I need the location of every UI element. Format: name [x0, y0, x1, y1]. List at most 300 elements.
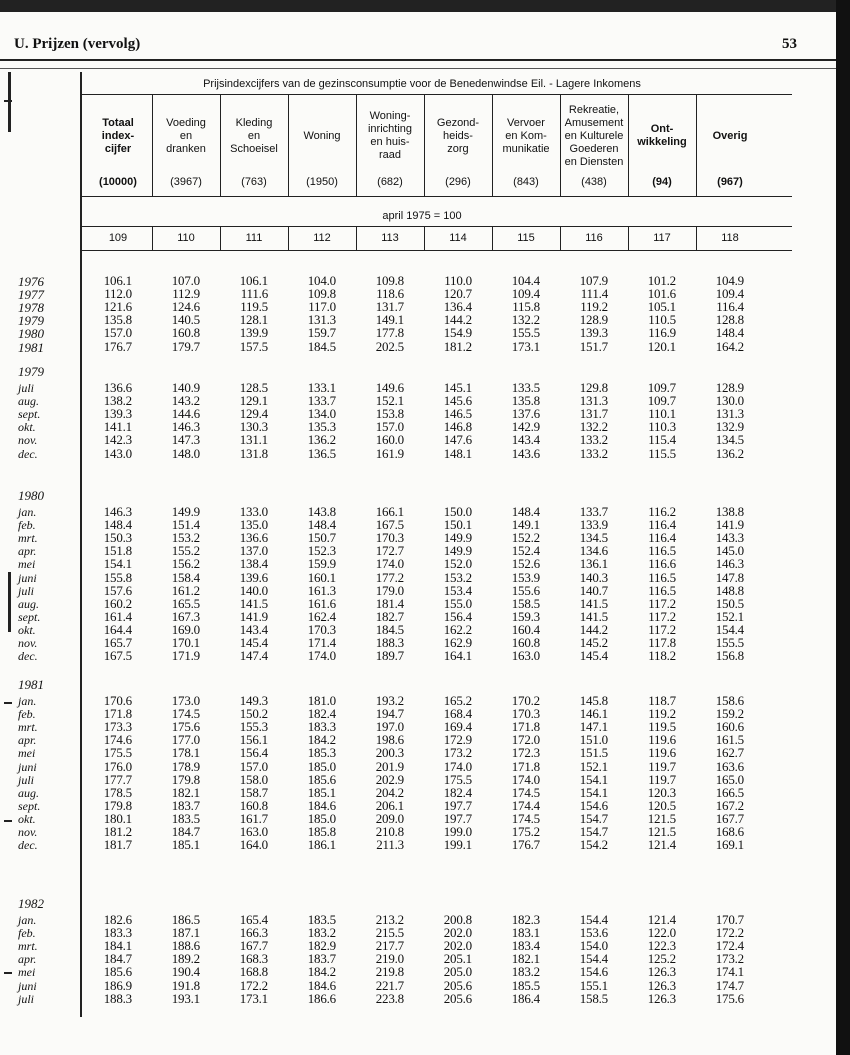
table-cell: 128.5 — [239, 380, 268, 395]
table-cell: 136.1 — [579, 556, 608, 572]
table-cell: 116.5 — [648, 569, 676, 585]
table-cell: 141.9 — [715, 517, 744, 533]
table-cell: 201.9 — [375, 758, 404, 774]
row-label: nov. — [18, 825, 38, 839]
table-cell: 154.1 — [579, 784, 608, 800]
table-cell: 168.4 — [443, 706, 472, 722]
table-cell: 162.9 — [443, 635, 472, 650]
table-cell: 119.6 — [648, 732, 676, 748]
table-cell: 121.6 — [103, 299, 132, 315]
row-label: juni — [18, 570, 37, 585]
table-cell: 185.0 — [307, 758, 336, 774]
table-cell: 134.6 — [579, 543, 608, 559]
table-cell: 164.4 — [103, 621, 132, 637]
table-cell: 157.0 — [375, 419, 404, 435]
table-cell: 138.4 — [239, 556, 268, 572]
table-cell: 182.6 — [103, 912, 132, 927]
table-cell: 172.4 — [715, 938, 744, 954]
table-cell: 111.4 — [580, 286, 608, 302]
table-cell: 163.6 — [715, 758, 744, 774]
table-cell: 184.7 — [103, 951, 132, 967]
table-cell: 137.6 — [511, 406, 540, 422]
table-cell: 210.8 — [375, 824, 404, 839]
table-cell: 182.3 — [511, 912, 540, 927]
column-divider — [220, 226, 221, 250]
table-cell: 135.0 — [239, 517, 268, 533]
table-cell: 128.1 — [239, 312, 268, 328]
row-label: okt. — [18, 420, 36, 435]
table-cell: 131.1 — [239, 432, 268, 448]
table-cell: 154.4 — [579, 912, 608, 927]
table-cell: 176.7 — [103, 338, 132, 354]
table-cell: 140.0 — [239, 582, 268, 598]
table-cell: 141.5 — [579, 595, 608, 611]
row-label: juni — [18, 759, 37, 774]
table-cell: 174.4 — [511, 797, 540, 813]
table-cell: 133.2 — [579, 432, 608, 448]
column-number: 118 — [721, 232, 739, 244]
column-weight: (763) — [241, 176, 267, 188]
table-cell: 182.7 — [375, 608, 404, 624]
table-cell: 165.2 — [443, 693, 472, 708]
table-cell: 128.8 — [715, 312, 744, 328]
year-label: 1981 — [18, 677, 44, 692]
column-number: 113 — [381, 232, 399, 244]
table-cell: 145.2 — [579, 635, 608, 650]
table-cell: 193.1 — [171, 990, 200, 1006]
table-cell: 142.9 — [511, 419, 540, 435]
table-cell: 164.0 — [239, 837, 268, 853]
column-header: Totaal index- cijfer — [101, 116, 135, 155]
table-cell: 167.3 — [171, 608, 200, 624]
table-cell: 179.8 — [103, 797, 132, 813]
row-label: juli — [18, 583, 35, 598]
table-cell: 184.7 — [171, 824, 200, 839]
table-cell: 183.4 — [511, 938, 540, 954]
table-cell: 117.2 — [648, 608, 676, 624]
table-cell: 121.5 — [647, 824, 676, 839]
table-cell: 117.8 — [648, 635, 676, 650]
table-cell: 152.1 — [375, 393, 404, 409]
table-cell: 160.8 — [239, 797, 268, 813]
table-cell: 116.6 — [648, 556, 676, 572]
table-cell: 107.9 — [579, 273, 608, 288]
table-cell: 141.1 — [103, 419, 132, 435]
table-cell: 146.8 — [443, 419, 472, 435]
table-cell: 111.6 — [240, 286, 268, 302]
table-cell: 105.1 — [647, 299, 676, 315]
year-label: 1979 — [18, 364, 44, 379]
table-cell: 136.2 — [307, 432, 336, 448]
table-cell: 128.9 — [715, 380, 744, 395]
table-cell: 135.8 — [103, 312, 132, 328]
table-cell: 146.3 — [171, 419, 200, 435]
table-cell: 155.0 — [443, 595, 472, 611]
table-cell: 147.4 — [239, 648, 268, 664]
table-cell: 155.6 — [511, 582, 540, 598]
table-cell: 154.0 — [579, 938, 608, 954]
table-cell: 171.4 — [307, 635, 336, 650]
table-cell: 205.6 — [443, 990, 472, 1006]
table-cell: 182.9 — [307, 938, 336, 954]
table-cell: 149.1 — [511, 517, 540, 533]
table-cell: 156.8 — [715, 648, 744, 664]
table-cell: 128.9 — [579, 312, 608, 328]
table-cell: 133.0 — [239, 504, 268, 519]
row-label: apr. — [18, 544, 37, 559]
table-cell: 149.1 — [375, 312, 404, 328]
table-cell: 166.1 — [375, 504, 404, 519]
table-cell: 117.2 — [648, 621, 676, 637]
margin-arrow — [4, 820, 12, 822]
table-cell: 121.4 — [647, 912, 676, 927]
table-cell: 115.4 — [648, 432, 676, 448]
table-cell: 169.0 — [171, 621, 200, 637]
table-cell: 161.3 — [307, 582, 336, 598]
table-cell: 158.0 — [239, 771, 268, 787]
table-cell: 219.8 — [375, 964, 404, 980]
table-cell: 185.5 — [511, 977, 540, 993]
column-divider — [220, 94, 221, 196]
table-cell: 184.6 — [307, 797, 336, 813]
table-cell: 172.3 — [511, 745, 540, 761]
table-cell: 152.3 — [307, 543, 336, 559]
table-cell: 156.4 — [443, 608, 472, 624]
table-cell: 168.6 — [715, 824, 744, 839]
margin-arrow — [4, 702, 12, 704]
table-cell: 181.7 — [103, 837, 132, 853]
table-cell: 141.5 — [239, 595, 268, 611]
table-cell: 165.0 — [715, 771, 744, 787]
column-weight: (843) — [513, 176, 539, 188]
table-cell: 119.2 — [580, 299, 608, 315]
table-cell: 154.7 — [579, 824, 608, 839]
table-cell: 159.3 — [511, 608, 540, 624]
column-number: 110 — [177, 232, 195, 244]
table-cell: 152.1 — [715, 608, 744, 624]
table-cell: 119.2 — [648, 706, 676, 722]
table-cell: 187.1 — [171, 925, 200, 941]
table-cell: 160.8 — [171, 325, 200, 341]
table-cell: 107.0 — [171, 273, 200, 288]
table-cell: 215.5 — [375, 925, 404, 941]
column-weight: (1950) — [306, 176, 338, 188]
row-label: jan. — [18, 913, 37, 927]
table-cell: 162.4 — [307, 608, 336, 624]
table-cell: 167.5 — [103, 648, 132, 664]
table-cell: 146.1 — [579, 706, 608, 722]
table-cell: 184.6 — [307, 977, 336, 993]
table-cell: 167.7 — [715, 810, 744, 826]
table-cell: 202.0 — [443, 925, 472, 941]
table-cell: 143.6 — [511, 445, 540, 461]
table-cell: 185.8 — [307, 824, 336, 839]
row-label: 1976 — [18, 274, 44, 289]
table-cell: 160.1 — [307, 569, 336, 585]
table-cell: 205.1 — [443, 951, 472, 967]
column-divider — [152, 94, 153, 196]
table-cell: 173.2 — [443, 745, 472, 761]
year-label: 1982 — [18, 896, 44, 911]
table-cell: 134.5 — [579, 530, 608, 546]
column-divider — [628, 226, 629, 250]
table-cell: 183.5 — [171, 810, 200, 826]
table-cell: 160.0 — [375, 432, 404, 448]
section-title: U. Prijzen (vervolg) — [14, 36, 141, 52]
row-label: jan. — [18, 694, 37, 708]
margin-bar — [8, 72, 11, 132]
table-cell: 183.7 — [171, 797, 200, 813]
table-cell: 143.0 — [103, 445, 132, 461]
base-rule-bottom — [82, 250, 792, 251]
table-cell: 174.6 — [103, 732, 132, 748]
table-cell: 143.4 — [239, 621, 268, 637]
table-cell: 154.9 — [443, 325, 472, 341]
table-cell: 200.8 — [443, 912, 472, 927]
table-cell: 184.2 — [307, 732, 336, 748]
table-cell: 170.3 — [375, 530, 404, 546]
top-rule-thin — [0, 68, 836, 69]
table-cell: 125.2 — [647, 951, 676, 967]
table-cell: 152.2 — [511, 530, 540, 546]
table-cell: 118.6 — [376, 286, 404, 302]
table-cell: 115.8 — [512, 299, 540, 315]
table-cell: 199.1 — [443, 837, 472, 853]
row-label: aug. — [18, 785, 39, 800]
table-cell: 140.3 — [579, 569, 608, 585]
table-cell: 112.0 — [104, 286, 132, 302]
table-cell: 205.6 — [443, 977, 472, 993]
column-divider — [152, 226, 153, 250]
table-cell: 175.5 — [103, 745, 132, 761]
table-cell: 166.3 — [239, 925, 268, 941]
table-cell: 185.6 — [307, 771, 336, 787]
table-cell: 189.2 — [171, 951, 200, 967]
table-cell: 184.5 — [307, 338, 336, 354]
table-cell: 185.3 — [307, 745, 336, 761]
column-divider — [492, 226, 493, 250]
table-cell: 172.0 — [511, 732, 540, 748]
table-cell: 158.6 — [715, 693, 744, 708]
table-cell: 154.1 — [103, 556, 132, 572]
table-cell: 119.7 — [648, 771, 676, 787]
table-cell: 134.0 — [307, 406, 336, 422]
table-cell: 131.7 — [579, 406, 608, 422]
table-cell: 181.4 — [375, 595, 404, 611]
table-cell: 194.7 — [375, 706, 404, 722]
row-label: nov. — [18, 636, 38, 650]
top-rule — [0, 59, 836, 61]
table-cell: 167.7 — [239, 938, 268, 954]
table-cell: 182.1 — [171, 784, 200, 800]
column-header: Kleding en Schoeisel — [230, 116, 278, 155]
table-cell: 148.4 — [307, 517, 336, 533]
table-cell: 133.2 — [579, 445, 608, 461]
row-label: juli — [18, 991, 35, 1006]
row-label: 1981 — [18, 339, 44, 355]
table-cell: 154.7 — [579, 810, 608, 826]
column-number: 116 — [585, 232, 603, 244]
table-cell: 143.2 — [171, 393, 200, 409]
table-cell: 197.0 — [375, 719, 404, 735]
column-weight: (438) — [581, 176, 607, 188]
table-cell: 165.4 — [239, 912, 268, 927]
column-divider — [492, 94, 493, 196]
table-cell: 147.8 — [715, 569, 744, 585]
table-cell: 110.5 — [648, 312, 676, 328]
table-cell: 172.9 — [443, 732, 472, 748]
table-cell: 152.1 — [579, 758, 608, 774]
table-cell: 174.5 — [511, 784, 540, 800]
row-label: aug. — [18, 394, 39, 409]
row-label: mrt. — [18, 720, 38, 735]
table-cell: 109.8 — [375, 273, 404, 288]
table-cell: 165.5 — [171, 595, 200, 611]
column-header: Rekreatie, Amusement en Kulturele Goederen en Diensten — [564, 103, 624, 168]
table-cell: 144.2 — [579, 621, 608, 637]
table-cell: 156.2 — [171, 556, 200, 572]
table-cell: 157.0 — [239, 758, 268, 774]
row-label: feb. — [18, 926, 36, 941]
table-cell: 193.2 — [375, 693, 404, 708]
table-cell: 161.4 — [103, 608, 132, 624]
table-cell: 101.6 — [647, 286, 676, 302]
table-cell: 154.6 — [579, 797, 608, 813]
column-number: 111 — [245, 232, 263, 244]
base-rule-top — [82, 226, 792, 227]
table-cell: 151.8 — [103, 543, 132, 559]
table-cell: 159.2 — [715, 706, 744, 722]
table-cell: 197.7 — [443, 810, 472, 826]
row-label: 1979 — [18, 313, 44, 329]
table-cell: 209.0 — [375, 810, 404, 826]
table-cell: 139.3 — [579, 325, 608, 341]
table-cell: 131.3 — [579, 393, 608, 409]
table-cell: 183.3 — [307, 719, 336, 735]
table-cell: 116.4 — [648, 517, 676, 533]
table-cell: 153.8 — [375, 406, 404, 422]
table-cell: 138.2 — [103, 393, 132, 409]
row-label: jan. — [18, 505, 37, 519]
table-cell: 149.9 — [443, 543, 472, 559]
weights-rule — [82, 196, 792, 197]
base-period: april 1975 = 100 — [382, 210, 462, 222]
table-cell: 151.4 — [171, 517, 200, 533]
column-weight: (10000) — [99, 176, 137, 188]
row-label: sept. — [18, 798, 41, 813]
table-cell: 185.1 — [171, 837, 200, 853]
table-cell: 104.0 — [307, 273, 336, 288]
table-cell: 155.1 — [579, 977, 608, 993]
table-cell: 139.6 — [239, 569, 268, 585]
table-cell: 154.4 — [579, 951, 608, 967]
table-cell: 155.8 — [103, 569, 132, 585]
table-cell: 130.3 — [239, 419, 268, 435]
table-cell: 168.3 — [239, 951, 268, 967]
table-cell: 109.4 — [511, 286, 540, 302]
table-cell: 131.8 — [239, 445, 268, 461]
table-cell: 173.1 — [239, 990, 268, 1006]
table-cell: 159.9 — [307, 556, 336, 572]
table-cell: 148.8 — [715, 582, 744, 598]
table-cell: 133.1 — [307, 380, 336, 395]
table-cell: 149.9 — [443, 530, 472, 546]
table-cell: 136.2 — [715, 445, 744, 461]
column-divider — [288, 94, 289, 196]
column-weight: (682) — [377, 176, 403, 188]
table-cell: 184.2 — [307, 964, 336, 980]
table-cell: 124.6 — [171, 299, 200, 315]
table-cell: 155.3 — [239, 719, 268, 735]
row-label: apr. — [18, 733, 37, 748]
table-cell: 110.3 — [648, 419, 676, 435]
table-cell: 181.2 — [443, 338, 472, 354]
table-cell: 157.6 — [103, 582, 132, 598]
table-cell: 185.0 — [307, 810, 336, 826]
table-cell: 131.3 — [715, 406, 744, 422]
table-cell: 151.5 — [579, 745, 608, 761]
table-cell: 129.1 — [239, 393, 268, 409]
table-cell: 156.4 — [239, 745, 268, 761]
table-cell: 178.5 — [103, 784, 132, 800]
table-cell: 150.1 — [443, 517, 472, 533]
row-label: dec. — [18, 446, 38, 461]
table-cell: 181.2 — [103, 824, 132, 839]
table-cell: 136.5 — [307, 445, 336, 461]
table-cell: 163.0 — [239, 824, 268, 839]
table-cell: 150.7 — [307, 530, 336, 546]
row-label: juni — [18, 978, 37, 993]
table-cell: 146.5 — [443, 406, 472, 422]
table-cell: 158.5 — [579, 990, 608, 1006]
table-cell: 148.4 — [511, 504, 540, 519]
table-cell: 126.3 — [647, 990, 676, 1006]
table-cell: 121.4 — [647, 837, 676, 853]
page-number: 53 — [782, 36, 797, 52]
column-header: Gezond- heids- zorg — [436, 116, 480, 155]
table-cell: 170.1 — [171, 635, 200, 650]
table-cell: 157.5 — [239, 338, 268, 354]
table-cell: 154.2 — [579, 837, 608, 853]
table-cell: 213.2 — [375, 912, 404, 927]
table-cell: 184.5 — [375, 621, 404, 637]
document-page — [0, 12, 839, 1055]
table-cell: 153.2 — [443, 569, 472, 585]
year-label: 1980 — [18, 488, 44, 503]
table-cell: 144.2 — [443, 312, 472, 328]
table-cell: 183.7 — [307, 951, 336, 967]
table-cell: 170.3 — [307, 621, 336, 637]
table-cell: 197.7 — [443, 797, 472, 813]
table-cell: 168.8 — [239, 964, 268, 980]
table-cell: 139.3 — [103, 406, 132, 422]
table-cell: 150.0 — [443, 504, 472, 519]
table-cell: 163.0 — [511, 648, 540, 664]
table-cell: 109.7 — [647, 393, 676, 409]
row-label: mrt. — [18, 531, 38, 546]
table-cell: 159.7 — [307, 325, 336, 341]
table-cell: 183.2 — [511, 964, 540, 980]
table-cell: 172.2 — [715, 925, 744, 941]
table-cell: 179.7 — [171, 338, 200, 354]
table-cell: 148.1 — [443, 445, 472, 461]
table-cell: 221.7 — [375, 977, 404, 993]
column-divider — [560, 226, 561, 250]
table-cell: 170.3 — [511, 706, 540, 722]
row-label: 1977 — [18, 287, 44, 303]
table-cell: 155.2 — [171, 543, 200, 559]
table-cell: 116.9 — [648, 325, 676, 341]
